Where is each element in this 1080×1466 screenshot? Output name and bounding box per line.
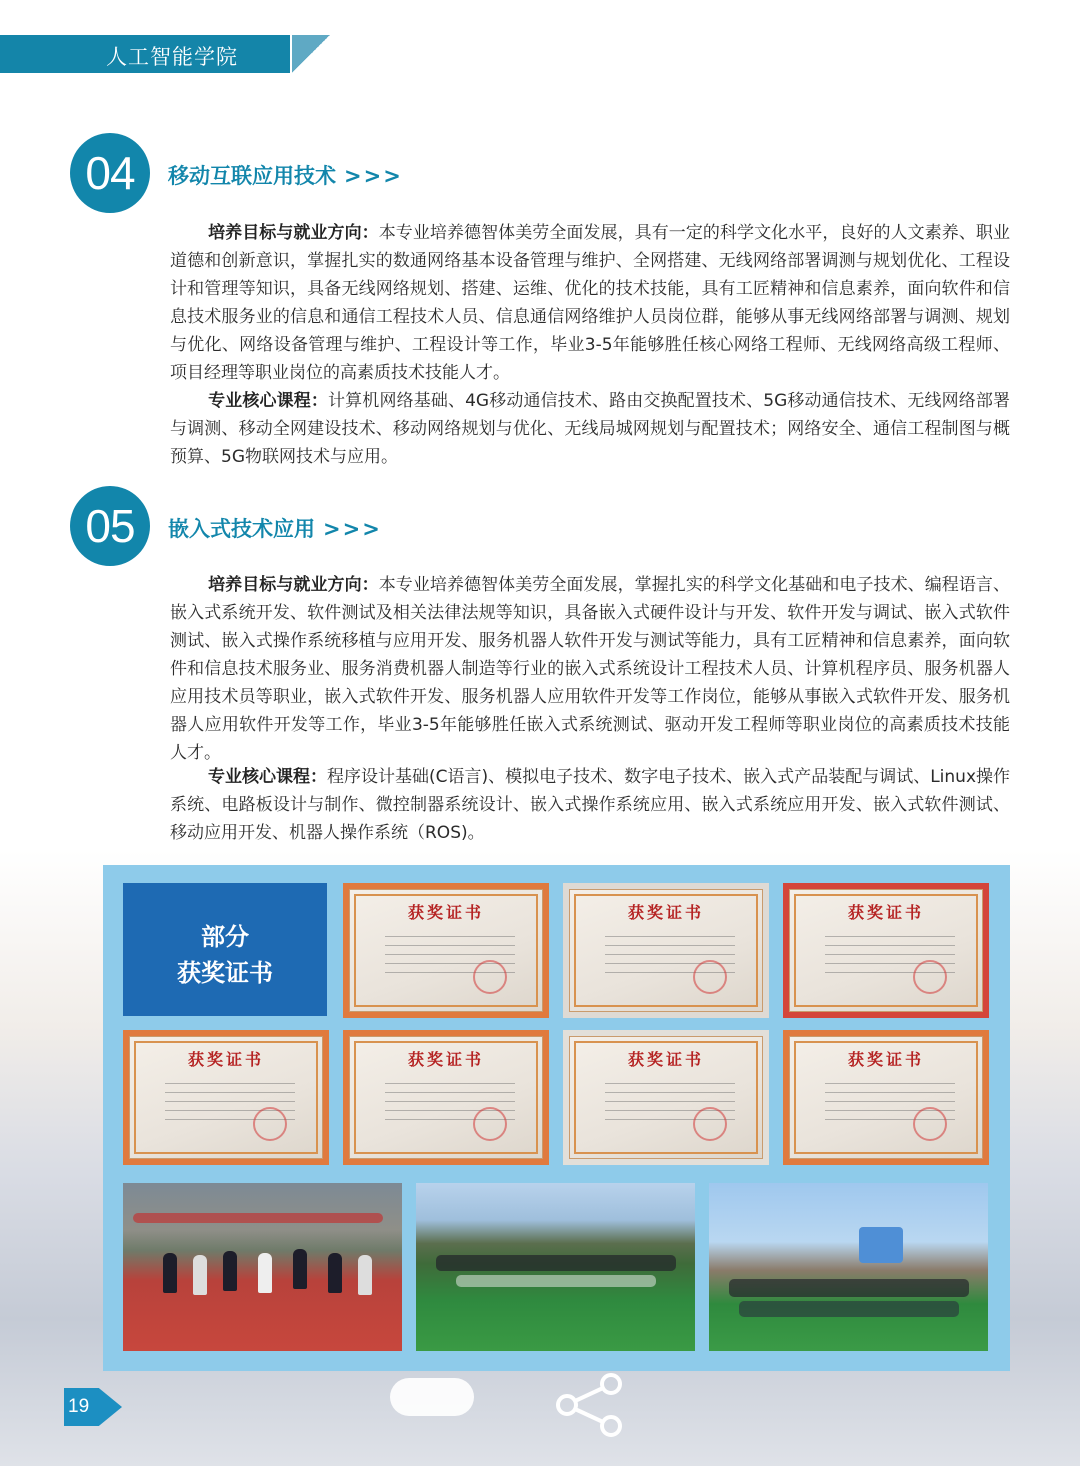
gallery-label: [123, 883, 327, 1016]
header-title: 人工智能学院: [106, 45, 238, 69]
page-number: 19: [68, 1396, 90, 1417]
decorative-pill: [390, 1378, 474, 1416]
cert-title: 获奖证书: [627, 903, 704, 922]
photo-field-run: [416, 1183, 695, 1351]
section-title-arrow: >>>: [323, 517, 382, 541]
photo-group: [709, 1183, 988, 1351]
section-goal-paragraph: [170, 219, 1010, 387]
section-goal-paragraph: [170, 571, 1010, 767]
cert-title: 获奖证书: [407, 903, 484, 922]
goal-label: 培养目标与就业方向：: [208, 575, 379, 595]
share-icon: [553, 1372, 625, 1442]
cert-title: 获奖证书: [407, 1050, 484, 1069]
photo-track-race: [123, 1183, 402, 1351]
section-course-paragraph: [170, 763, 1010, 847]
course-text: 程序设计基础(C语言)、模拟电子技术、数字电子技术、嵌入式产品装配与调试、Linux操作系统、电路板设计与制作、微控制器系统设计、嵌入式操作系统应用、嵌入式系统应用开发、嵌入式软件测试、移动应用开发、机器人操作系统（ROS)。: [170, 767, 1011, 843]
section-title-text: 移动互联应用技术: [168, 164, 336, 188]
course-label: 专业核心课程：: [208, 391, 329, 411]
section-number-badge: 05: [70, 486, 150, 566]
certificate-image: [783, 883, 989, 1018]
cert-title: 获奖证书: [627, 1050, 704, 1069]
section-title: [168, 513, 382, 543]
goal-text: 本专业培养德智体美劳全面发展，掌握扎实的科学文化基础和电子技术、编程语言、嵌入式系统开发、软件测试及相关法律法规等知识，具备嵌入式硬件设计与开发、软件开发与调试、嵌入式软件测试、嵌入式操作系统移植与应用开发、服务机器人软件开发与测试等能力，具有工匠精神和信息素养，面向软件和信息技术服务业、服务消费机器人制造等行业的嵌入式系统设计工程技术人员、计算机程序员、服务机器人应用技术员等职业，嵌入式软件开发、服务机器人应用软件开发等工作岗位，能够从事嵌入式软件开发、服务机器人应用软件开发等工作，毕业3-5年能够胜任嵌入式系统测试、驱动开发工程师等职业岗位的高素质技术技能人才。: [170, 575, 1010, 763]
section-course-paragraph: [170, 387, 1010, 471]
section-title-text: 嵌入式技术应用: [168, 517, 315, 541]
certificate-image: [783, 1030, 989, 1165]
section-title-arrow: >>>: [344, 164, 403, 188]
header-accent-cut: [292, 35, 330, 73]
course-label: 专业核心课程：: [208, 767, 328, 787]
certificate-image: [123, 1030, 329, 1165]
certificate-image: [563, 1030, 769, 1165]
gallery-label-line1: 部分: [201, 923, 249, 951]
certificate-image: [563, 883, 769, 1018]
certificate-image: [343, 883, 549, 1018]
goal-text: 本专业培养德智体美劳全面发展，具有一定的科学文化水平，良好的人文素养、职业道德和创新意识，掌握扎实的数通网络基本设备管理与维护、全网搭建、无线网络部署调测与规划优化、工程设计和管理等知识，具备无线网络规划、搭建、运维、优化的技术技能，具有工匠精神和信息素养，面向软件和信息技术服务业的信息和通信工程技术人员、信息通信网络维护人员岗位群，能够从事无线网络部署与调测、规划与优化、网络设备管理与维护、工程设计等工作，毕业3-5年能够胜任核心网络工程师、无线网络高级工程师、项目经理等职业岗位的高素质技术技能人才。: [170, 223, 1010, 383]
cert-title: 获奖证书: [847, 903, 924, 922]
cert-title: 获奖证书: [847, 1050, 924, 1069]
section-number-badge: 04: [70, 133, 150, 213]
cert-title: 获奖证书: [187, 1050, 264, 1069]
certificate-image: [343, 1030, 549, 1165]
goal-label: 培养目标与就业方向：: [208, 223, 379, 243]
gallery-label-line2: 获奖证书: [177, 959, 273, 987]
section-title: [168, 160, 403, 190]
course-text: 计算机网络基础、4G移动通信技术、路由交换配置技术、5G移动通信技术、无线网络部署与调测、移动全网建设技术、移动网络规划与优化、无线局城网规划与配置技术；网络安全、通信工程制图与概预算、5G物联网技术与应用。: [170, 391, 1010, 467]
